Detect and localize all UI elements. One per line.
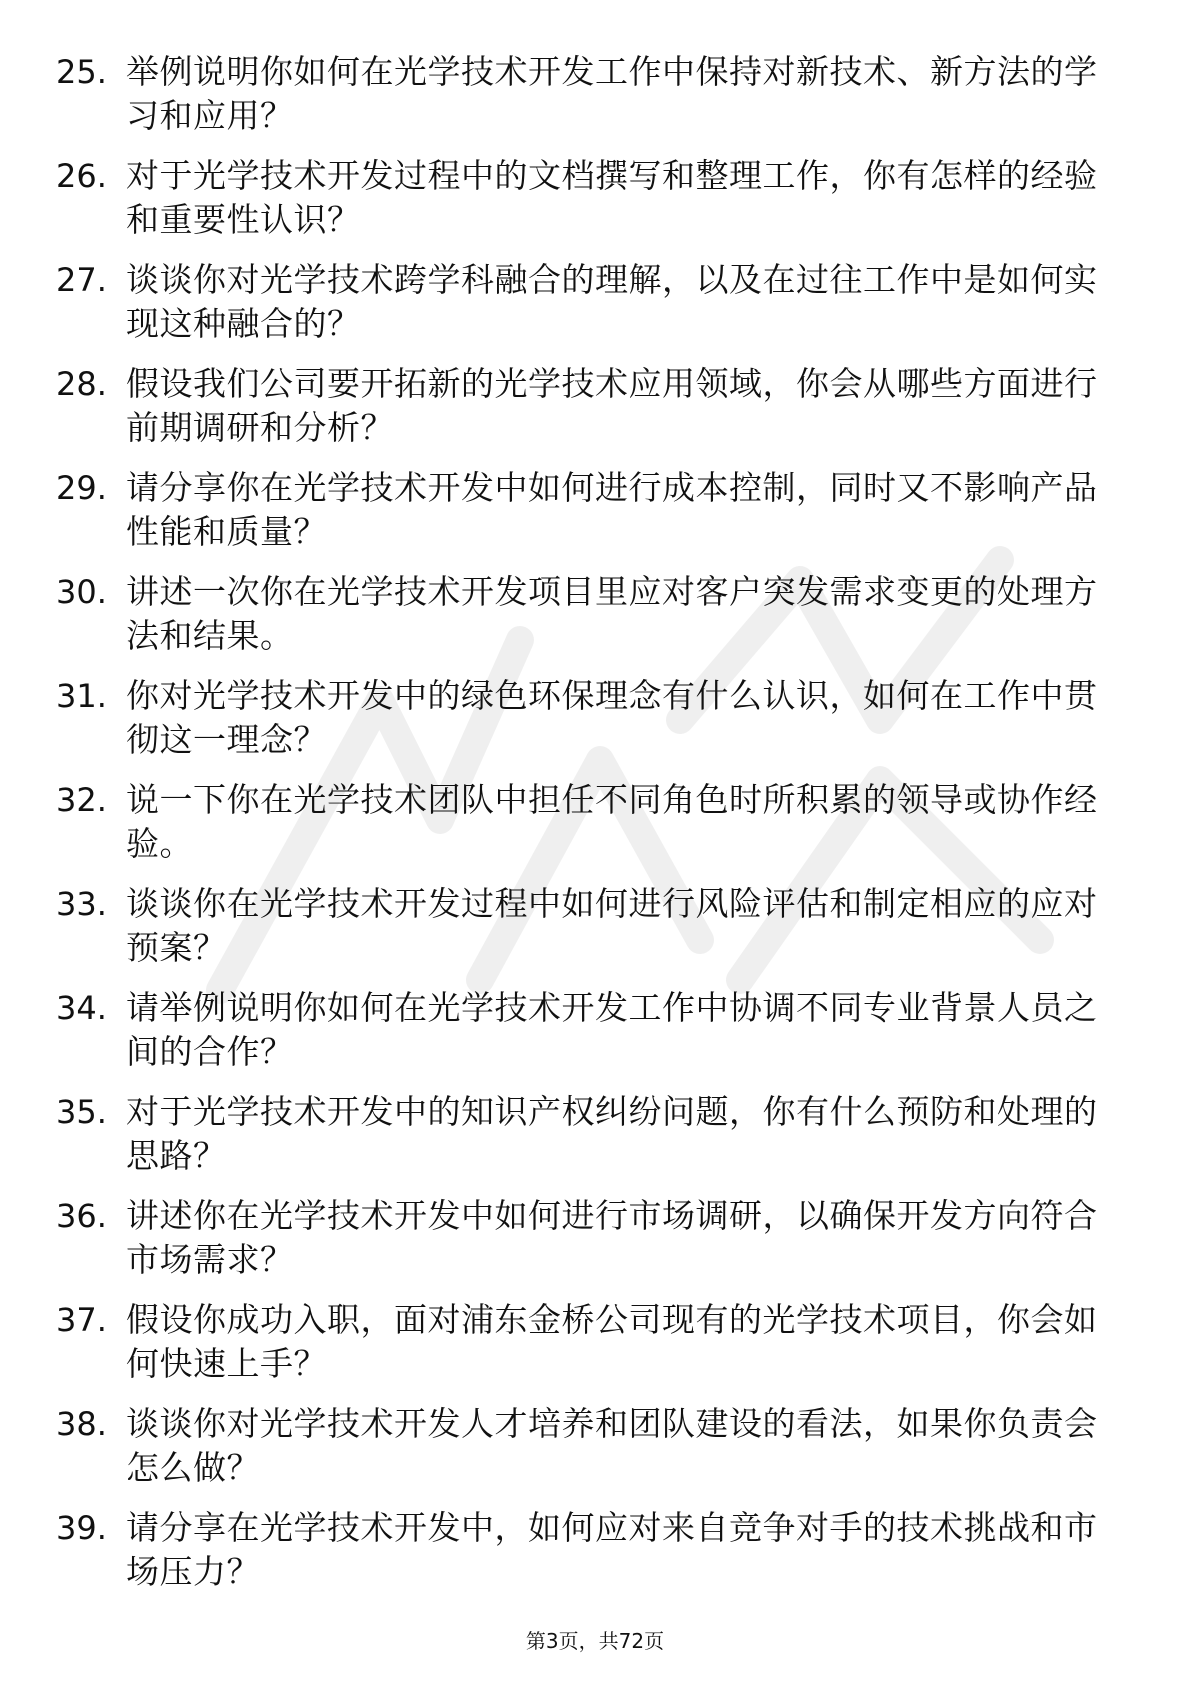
list-item: [0, 1500, 1190, 1604]
question-text: 谈谈你在光学技术开发过程中如何进行风险评估和制定相应的应对预案？: [126, 884, 1098, 967]
question-number: 36.: [56, 1197, 107, 1235]
list-item: [0, 252, 1190, 356]
list-item: [0, 1188, 1190, 1292]
list-item: [0, 564, 1190, 668]
question-number: 38.: [56, 1405, 107, 1443]
list-item: [0, 668, 1190, 772]
list-item: [0, 1396, 1190, 1500]
list-item: [0, 148, 1190, 252]
list-item: [0, 980, 1190, 1084]
list-item: [0, 44, 1190, 148]
list-item: [0, 356, 1190, 460]
question-text: 假设我们公司要开拓新的光学技术应用领域，你会从哪些方面进行前期调研和分析？: [126, 364, 1098, 447]
question-text: 请分享在光学技术开发中，如何应对来自竞争对手的技术挑战和市场压力？: [126, 1508, 1098, 1591]
question-number: 32.: [56, 781, 107, 819]
list-item: [0, 1292, 1190, 1396]
question-text: 讲述你在光学技术开发中如何进行市场调研，以确保开发方向符合市场需求？: [126, 1196, 1098, 1279]
question-number: 37.: [56, 1301, 107, 1339]
list-item: [0, 1084, 1190, 1188]
question-number: 26.: [56, 157, 107, 195]
list-item: [0, 772, 1190, 876]
question-text: 你对光学技术开发中的绿色环保理念有什么认识，如何在工作中贯彻这一理念？: [126, 676, 1098, 759]
question-number: 30.: [56, 573, 107, 611]
question-number: 35.: [56, 1093, 107, 1131]
question-text: 请分享你在光学技术开发中如何进行成本控制，同时又不影响产品性能和质量？: [126, 468, 1098, 551]
question-number: 27.: [56, 261, 107, 299]
list-item: [0, 876, 1190, 980]
question-number: 25.: [56, 53, 107, 91]
question-text: 讲述一次你在光学技术开发项目里应对客户突发需求变更的处理方法和结果。: [126, 572, 1098, 655]
question-text: 谈谈你对光学技术跨学科融合的理解，以及在过往工作中是如何实现这种融合的？: [126, 260, 1098, 343]
question-text: 对于光学技术开发过程中的文档撰写和整理工作，你有怎样的经验和重要性认识？: [126, 156, 1098, 239]
page-footer: [0, 1627, 1190, 1655]
page-number-label: 第3页，共72页: [525, 1629, 665, 1653]
question-number: 39.: [56, 1509, 107, 1547]
question-text: 假设你成功入职，面对浦东金桥公司现有的光学技术项目，你会如何快速上手？: [126, 1300, 1098, 1383]
question-number: 31.: [56, 677, 107, 715]
question-text: 对于光学技术开发中的知识产权纠纷问题，你有什么预防和处理的思路？: [126, 1092, 1098, 1175]
question-text: 请举例说明你如何在光学技术开发工作中协调不同专业背景人员之间的合作？: [126, 988, 1098, 1071]
question-text: 说一下你在光学技术团队中担任不同角色时所积累的领导或协作经验。: [126, 780, 1098, 863]
question-number: 33.: [56, 885, 107, 923]
list-item: [0, 460, 1190, 564]
question-number: 34.: [56, 989, 107, 1027]
question-text: 举例说明你如何在光学技术开发工作中保持对新技术、新方法的学习和应用？: [126, 52, 1098, 135]
question-text: 谈谈你对光学技术开发人才培养和团队建设的看法，如果你负责会怎么做？: [126, 1404, 1098, 1487]
question-list: [0, 44, 1190, 1604]
question-number: 29.: [56, 469, 107, 507]
question-number: 28.: [56, 365, 107, 403]
